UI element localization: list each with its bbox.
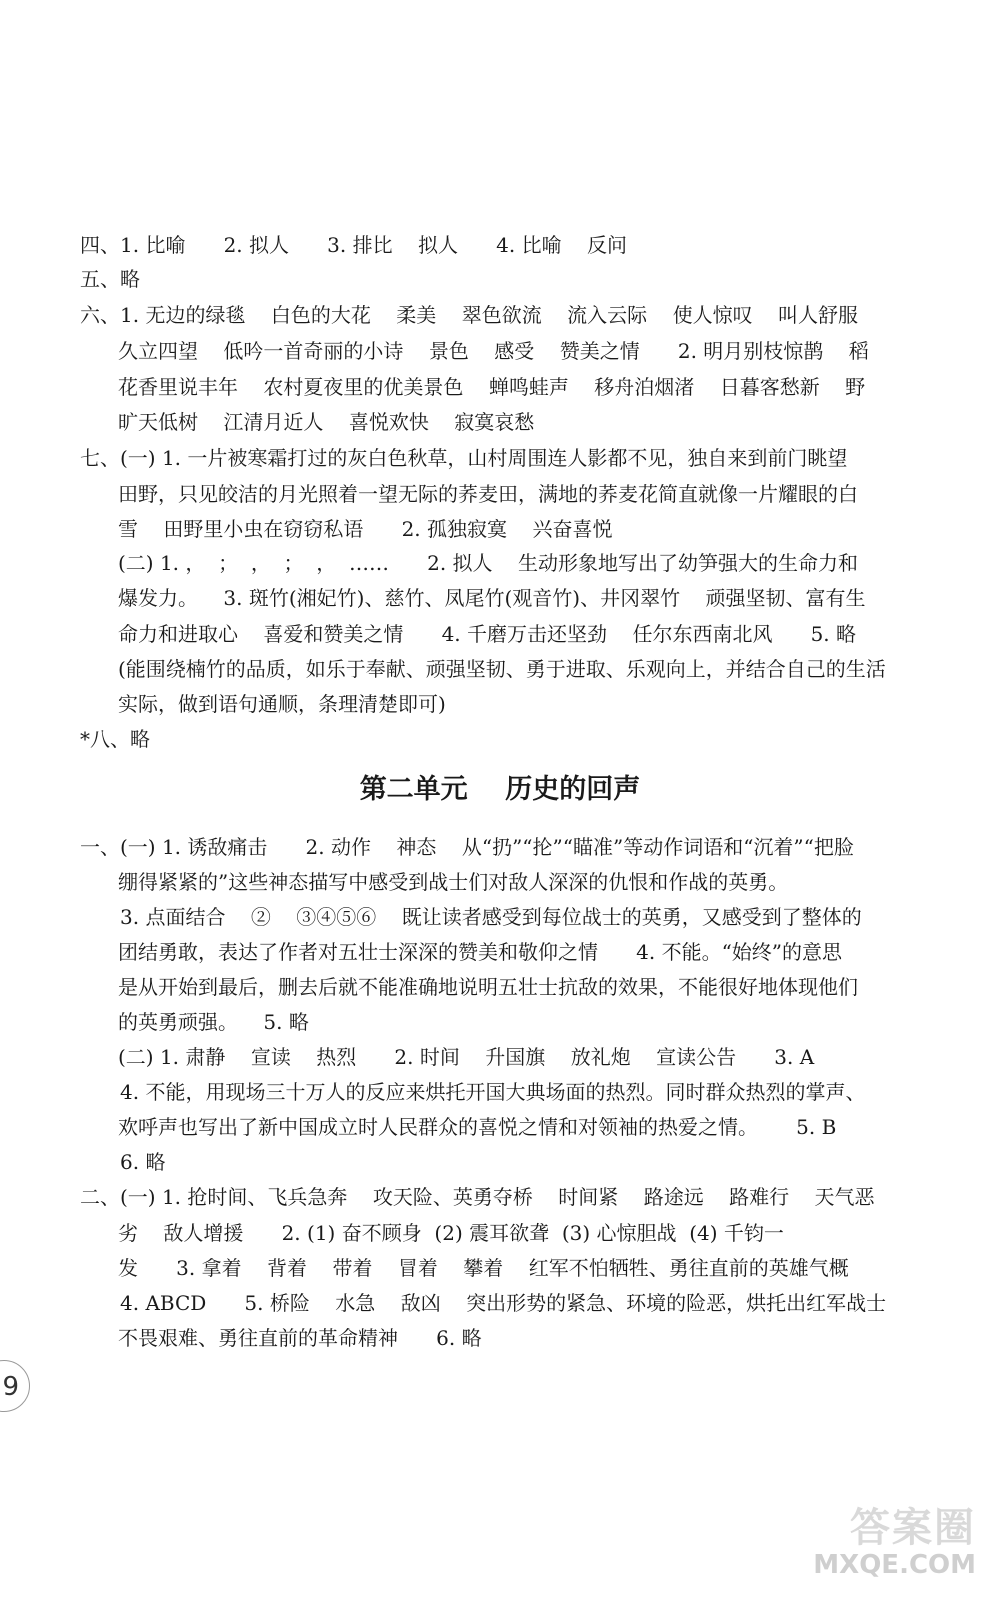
answer-line-1-cont: 6. 略 (120, 1150, 166, 1174)
answer-line-7-cont: 爆发力。 3. 斑竹(湘妃竹)、慈竹、凤尾竹(观音竹)、井冈翠竹 顽强坚韧、富有生 (118, 586, 866, 610)
answer-line-1-part2: (二) 1. 肃静 宣读 热烈 2. 时间 升国旗 放礼炮 宣读公告 3. A (118, 1045, 815, 1069)
answer-line-7-cont: (能围绕楠竹的品质，如乐于奉献、顽强坚韧、勇于进取、乐观向上，并结合自己的生活 (118, 657, 886, 681)
watermark (813, 1506, 976, 1580)
answer-line-1-cont: 欢呼声也写出了新中国成立时人民群众的喜悦之情和对领袖的热爱之情。 5. B (118, 1115, 837, 1139)
answer-line-1-cont: 的英勇顽强。 5. 略 (118, 1010, 309, 1034)
answer-line-2-cont: 4. ABCD 5. 桥险 水急 敌凶 突出形势的紧急、环境的险恶，烘托出红军战士 (120, 1291, 887, 1315)
answer-line-6-cont: 花香里说丰年 农村夏夜里的优美景色 蝉鸣蛙声 移舟泊烟渚 日暮客愁新 野 (118, 375, 866, 399)
answer-line-7-part2: (二) 1. ， ； ， ； ， …… 2. 拟人 生动形象地写出了幼笋强大的生命力和 (118, 551, 858, 575)
answer-line-6-cont: 久立四望 低吟一首奇丽的小诗 景色 感受 赞美之情 2. 明月别枝惊鹊 稻 (118, 339, 869, 363)
answer-line-6-cont: 旷天低树 江清月近人 喜悦欢快 寂寞哀愁 (118, 410, 535, 434)
answer-line-2: 二、(一) 1. 抢时间、飞兵急奔 攻天险、英勇夺桥 时间紧 路途远 路难行 天气恶 (80, 1185, 875, 1209)
answer-line-7-cont: 命力和进取心 喜爱和赞美之情 4. 千磨万击还坚劲 任尔东西南北风 5. 略 (118, 622, 857, 646)
answer-line-7-cont: 实际，做到语句通顺，条理清楚即可) (118, 692, 446, 716)
answer-line-5: 五、略 (80, 267, 140, 291)
answer-line-1-cont: 是从开始到最后，删去后就不能准确地说明五壮士抗敌的效果，不能很好地体现他们 (118, 975, 858, 999)
answer-line-1-cont: 3. 点面结合 ② ③④⑤⑥ 既让读者感受到每位战士的英勇，又感受到了整体的 (120, 905, 862, 929)
answer-line-2-cont: 劣 敌人增援 2. (1) 奋不顾身 (2) 震耳欲聋 (3) 心惊胆战 (4) 千钧一 (118, 1221, 784, 1245)
answer-line-6: 六、1. 无边的绿毯 白色的大花 柔美 翠色欲流 流入云际 使人惊叹 叫人舒服 (80, 303, 859, 327)
answer-line-2-cont: 不畏艰难、勇往直前的革命精神 6. 略 (118, 1326, 482, 1350)
answer-line-1-cont: 4. 不能，用现场三十万人的反应来烘托开国大典场面的热烈。同时群众热烈的掌声、 (120, 1080, 866, 1104)
answer-line-1-cont: 团结勇敢，表达了作者对五壮士深深的赞美和敬仰之情 4. 不能。“始终”的意思 (118, 940, 843, 964)
page-number: 9 (0, 1360, 30, 1412)
answer-line-1: 一、(一) 1. 诱敌痛击 2. 动作 神态 从“扔”“抡”“瞄准”等动作词语和“沉着”“把脸 (80, 835, 854, 859)
answer-line-7-cont: 雪 田野里小虫在窃窃私语 2. 孤独寂寞 兴奋喜悦 (118, 517, 613, 541)
answer-line-1-cont: 绷得紧紧的”这些神态描写中感受到战士们对敌人深深的仇恨和作战的英勇。 (118, 870, 789, 894)
section-title: 第二单元 历史的回声 (359, 774, 641, 805)
answer-line-4: 四、1. 比喻 2. 拟人 3. 排比 拟人 4. 比喻 反问 (80, 233, 628, 257)
watermark-logo: 答案圈 (850, 1505, 976, 1551)
answer-line-7: 七、(一) 1. 一片被寒霜打过的灰白色秋草，山村周围连人影都不见，独自来到前门眺望 (80, 446, 848, 470)
answer-line-2-cont: 发 3. 拿着 背着 带着 冒着 攀着 红军不怕牺牲、勇往直前的英雄气概 (118, 1256, 849, 1280)
answer-line-8: *八、略 (80, 727, 150, 751)
watermark-url: MXQE.COM (813, 1550, 976, 1580)
answer-line-7-cont: 田野，只见皎洁的月光照着一望无际的荞麦田，满地的荞麦花简直就像一片耀眼的白 (118, 482, 858, 506)
